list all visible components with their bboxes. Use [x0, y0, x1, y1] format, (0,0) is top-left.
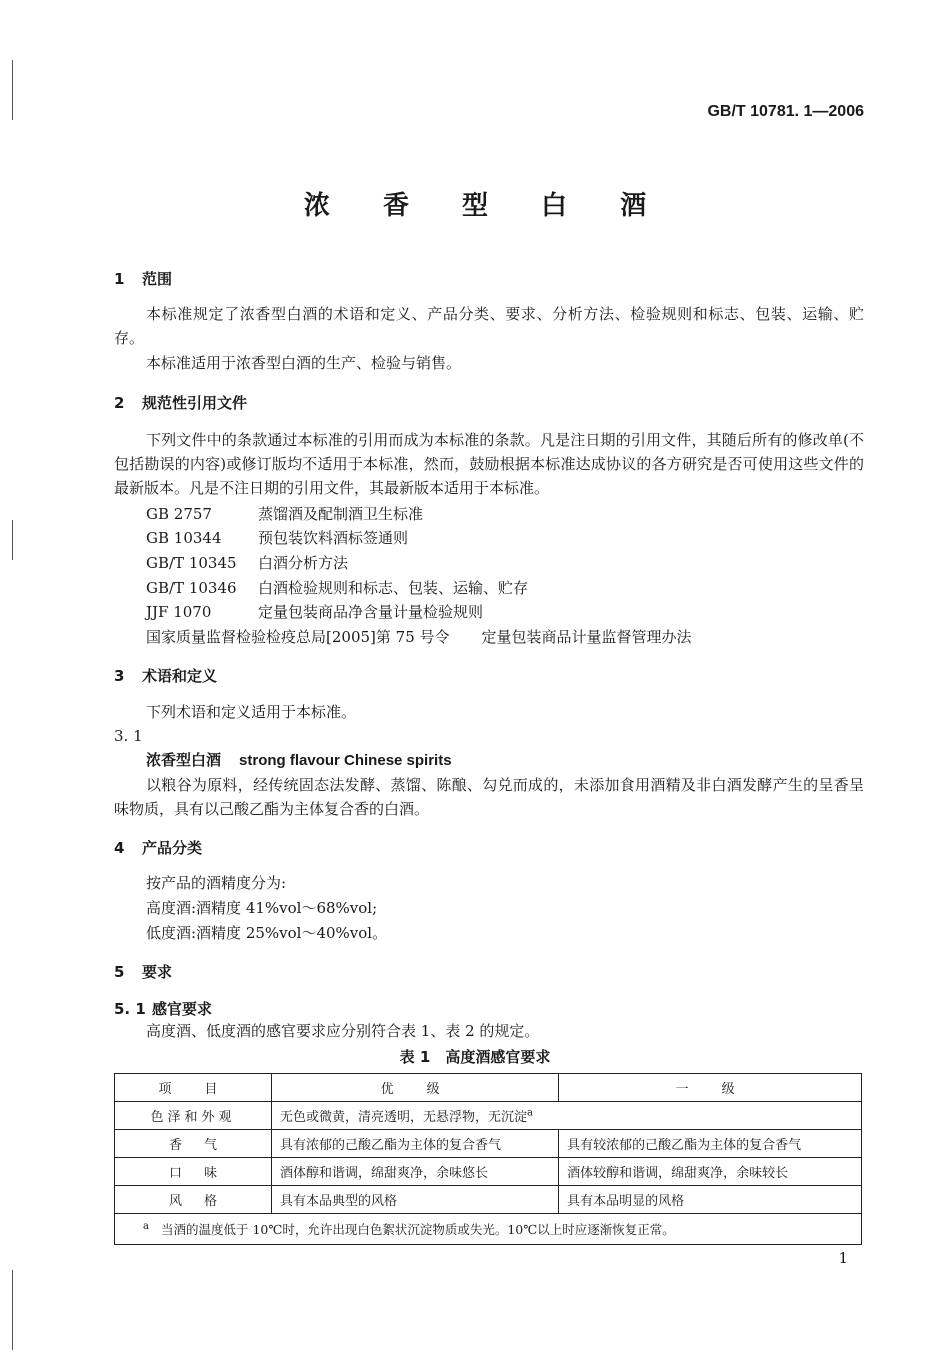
- reference-item-decree: 国家质量监督检验检疫总局[2005]第 75 号令 定量包装商品计量监督管理办法: [146, 628, 692, 646]
- table-row: [115, 1102, 862, 1130]
- term-entry: [146, 748, 452, 773]
- reference-item: JJF 1070 定量包装商品净含量计量检验规则: [146, 603, 484, 621]
- section-number: 3: [114, 667, 125, 685]
- subsection-number: 5. 1: [114, 1000, 146, 1018]
- table-cell-premium: 酒体醇和谐调，绵甜爽净，余味悠长: [272, 1158, 559, 1186]
- table-cell-first: 酒体较醇和谐调，绵甜爽净，余味较长: [559, 1158, 862, 1186]
- table-cell-item: 口味: [115, 1158, 272, 1186]
- reference-item: GB/T 10345 白酒分析方法: [146, 554, 349, 572]
- table-cell-premium: 具有本品典型的风格: [272, 1186, 559, 1214]
- table-cell-first: 具有本品明显的风格: [559, 1186, 862, 1214]
- sensory-table: [114, 1073, 862, 1245]
- section-5-heading: [114, 961, 172, 982]
- standard-code: GB/T 10781. 1—2006: [707, 103, 864, 120]
- section-4-heading: [114, 837, 202, 858]
- reference-item: GB 10344 预包装饮料酒标签通则: [146, 529, 409, 547]
- classification-high: 高度酒:酒精度 41%vol～68%vol;: [146, 899, 378, 917]
- section-3-heading: [114, 665, 217, 686]
- binding-edge-mark: [12, 520, 13, 560]
- footnote-mark: a: [527, 1107, 533, 1119]
- paragraph: 本标准适用于浓香型白酒的生产、检验与销售。: [146, 354, 462, 372]
- table-cell-item: 香气: [115, 1130, 272, 1158]
- document-title: 浓 香 型 白 酒: [303, 191, 669, 221]
- table-footnote: $^a$ 当酒的温度低于 10℃时，允许出现白色絮状沉淀物质或失光。10℃以上时应逐渐恢复正常。: [115, 1214, 862, 1245]
- section-2-heading: [114, 392, 247, 413]
- page-number: 1: [838, 1249, 848, 1267]
- paragraph: 本标准规定了浓香型白酒的术语和定义、产品分类、要求、分析方法、检验规则和标志、包装、运输、贮存。: [114, 305, 864, 347]
- table-header-row: [115, 1074, 862, 1102]
- section-number: 5: [114, 963, 125, 981]
- binding-edge-mark: [12, 1270, 13, 1350]
- table-row: [115, 1130, 862, 1158]
- paragraph: 高度酒、低度酒的感官要求应分别符合表 1、表 2 的规定。: [146, 1022, 540, 1040]
- term-chinese: 浓香型白酒: [146, 751, 222, 769]
- reference-item: GB/T 10346 白酒检验规则和标志、包装、运输、贮存: [146, 579, 529, 597]
- section-title: 规范性引用文件: [142, 394, 248, 412]
- term-definition: 以粮谷为原料，经传统固态法发酵、蒸馏、陈酿、勾兑而成的，未添加食用酒精及非白酒发酵产生的呈香呈味物质，具有以己酸乙酯为主体复合香的白酒。: [114, 776, 864, 818]
- classification-low: 低度酒:酒精度 25%vol～40%vol。: [146, 924, 388, 942]
- table-cell-premium: 具有浓郁的己酸乙酯为主体的复合香气: [272, 1130, 559, 1158]
- reference-item: GB 2757 蒸馏酒及配制酒卫生标准: [146, 505, 424, 523]
- subsection-number: 3. 1: [114, 727, 143, 745]
- table-cell-merged: 无色或微黄，清亮透明，无悬浮物，无沉淀$^a$: [272, 1102, 862, 1130]
- section-1-heading: [114, 268, 172, 289]
- paragraph: 按产品的酒精度分为:: [146, 874, 287, 892]
- paragraph: 下列术语和定义适用于本标准。: [146, 703, 357, 721]
- binding-edge-mark: [12, 60, 13, 120]
- column-header: 项 目: [115, 1074, 272, 1102]
- section-number: 1: [114, 270, 125, 288]
- table-row: [115, 1186, 862, 1214]
- table-cell-item: 色泽和外观: [115, 1102, 272, 1130]
- term-english: strong flavour Chinese spirits: [239, 752, 452, 769]
- section-title: 范围: [142, 270, 173, 288]
- table-note-row: [115, 1214, 862, 1245]
- table-row: [115, 1158, 862, 1186]
- section-number: 4: [114, 839, 125, 857]
- subsection-title: 感官要求: [152, 1000, 213, 1018]
- section-number: 2: [114, 394, 125, 412]
- column-header: 一 级: [559, 1074, 862, 1102]
- paragraph: 下列文件中的条款通过本标准的引用而成为本标准的条款。凡是注日期的引用文件，其随后所有的修改单(不包括勘误的内容)或修订版均不适用于本标准，然而，鼓励根据本标准达成协议的各方研究是否可使用这些文件的最新版本。凡是不注日期的引用文件，其最新版本适用于本标准。: [114, 431, 864, 497]
- column-header: 优 级: [272, 1074, 559, 1102]
- section-title: 术语和定义: [142, 667, 218, 685]
- table-cell-item: 风格: [115, 1186, 272, 1214]
- subsection-5-1-heading: [114, 998, 212, 1019]
- section-title: 产品分类: [142, 839, 203, 857]
- section-title: 要求: [142, 963, 173, 981]
- table-caption: 表 1 高度酒感官要求: [399, 1048, 551, 1066]
- table-cell-first: 具有较浓郁的己酸乙酯为主体的复合香气: [559, 1130, 862, 1158]
